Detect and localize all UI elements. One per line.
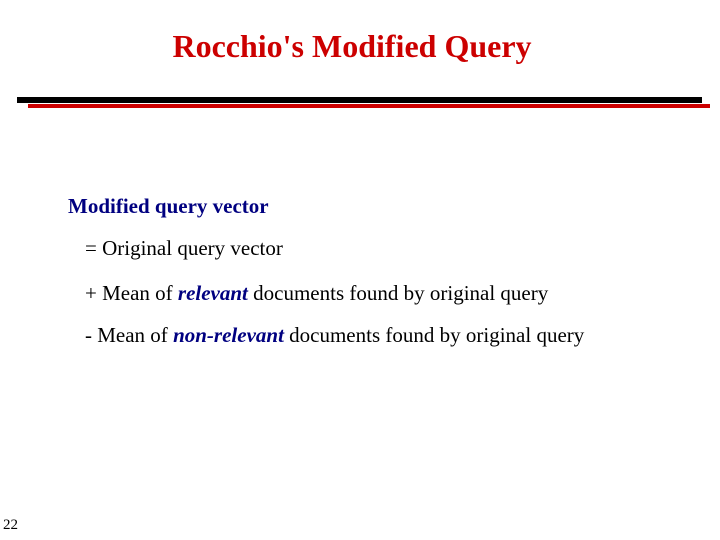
slide-title: Rocchio's Modified Query [172, 28, 532, 64]
non-relevant-line-prefix: - Mean of [85, 323, 174, 347]
original-query-text: = Original query vector [85, 236, 283, 260]
modified-query-heading: Modified query vector [68, 194, 269, 218]
original-query-line [85, 235, 283, 261]
relevant-emphasis: relevant [177, 281, 248, 305]
relevant-line-suffix: documents found by original query [247, 281, 549, 305]
relevant-mean-line [85, 280, 548, 306]
non-relevant-line-suffix: documents found by original query [283, 323, 585, 347]
title-underline-black [17, 97, 702, 103]
title-underline-red [28, 104, 710, 108]
non-relevant-mean-line [85, 322, 584, 348]
relevant-line-prefix: + Mean of [85, 281, 178, 305]
non-relevant-emphasis: non-relevant [173, 323, 284, 347]
page-number: 22 [3, 517, 18, 533]
